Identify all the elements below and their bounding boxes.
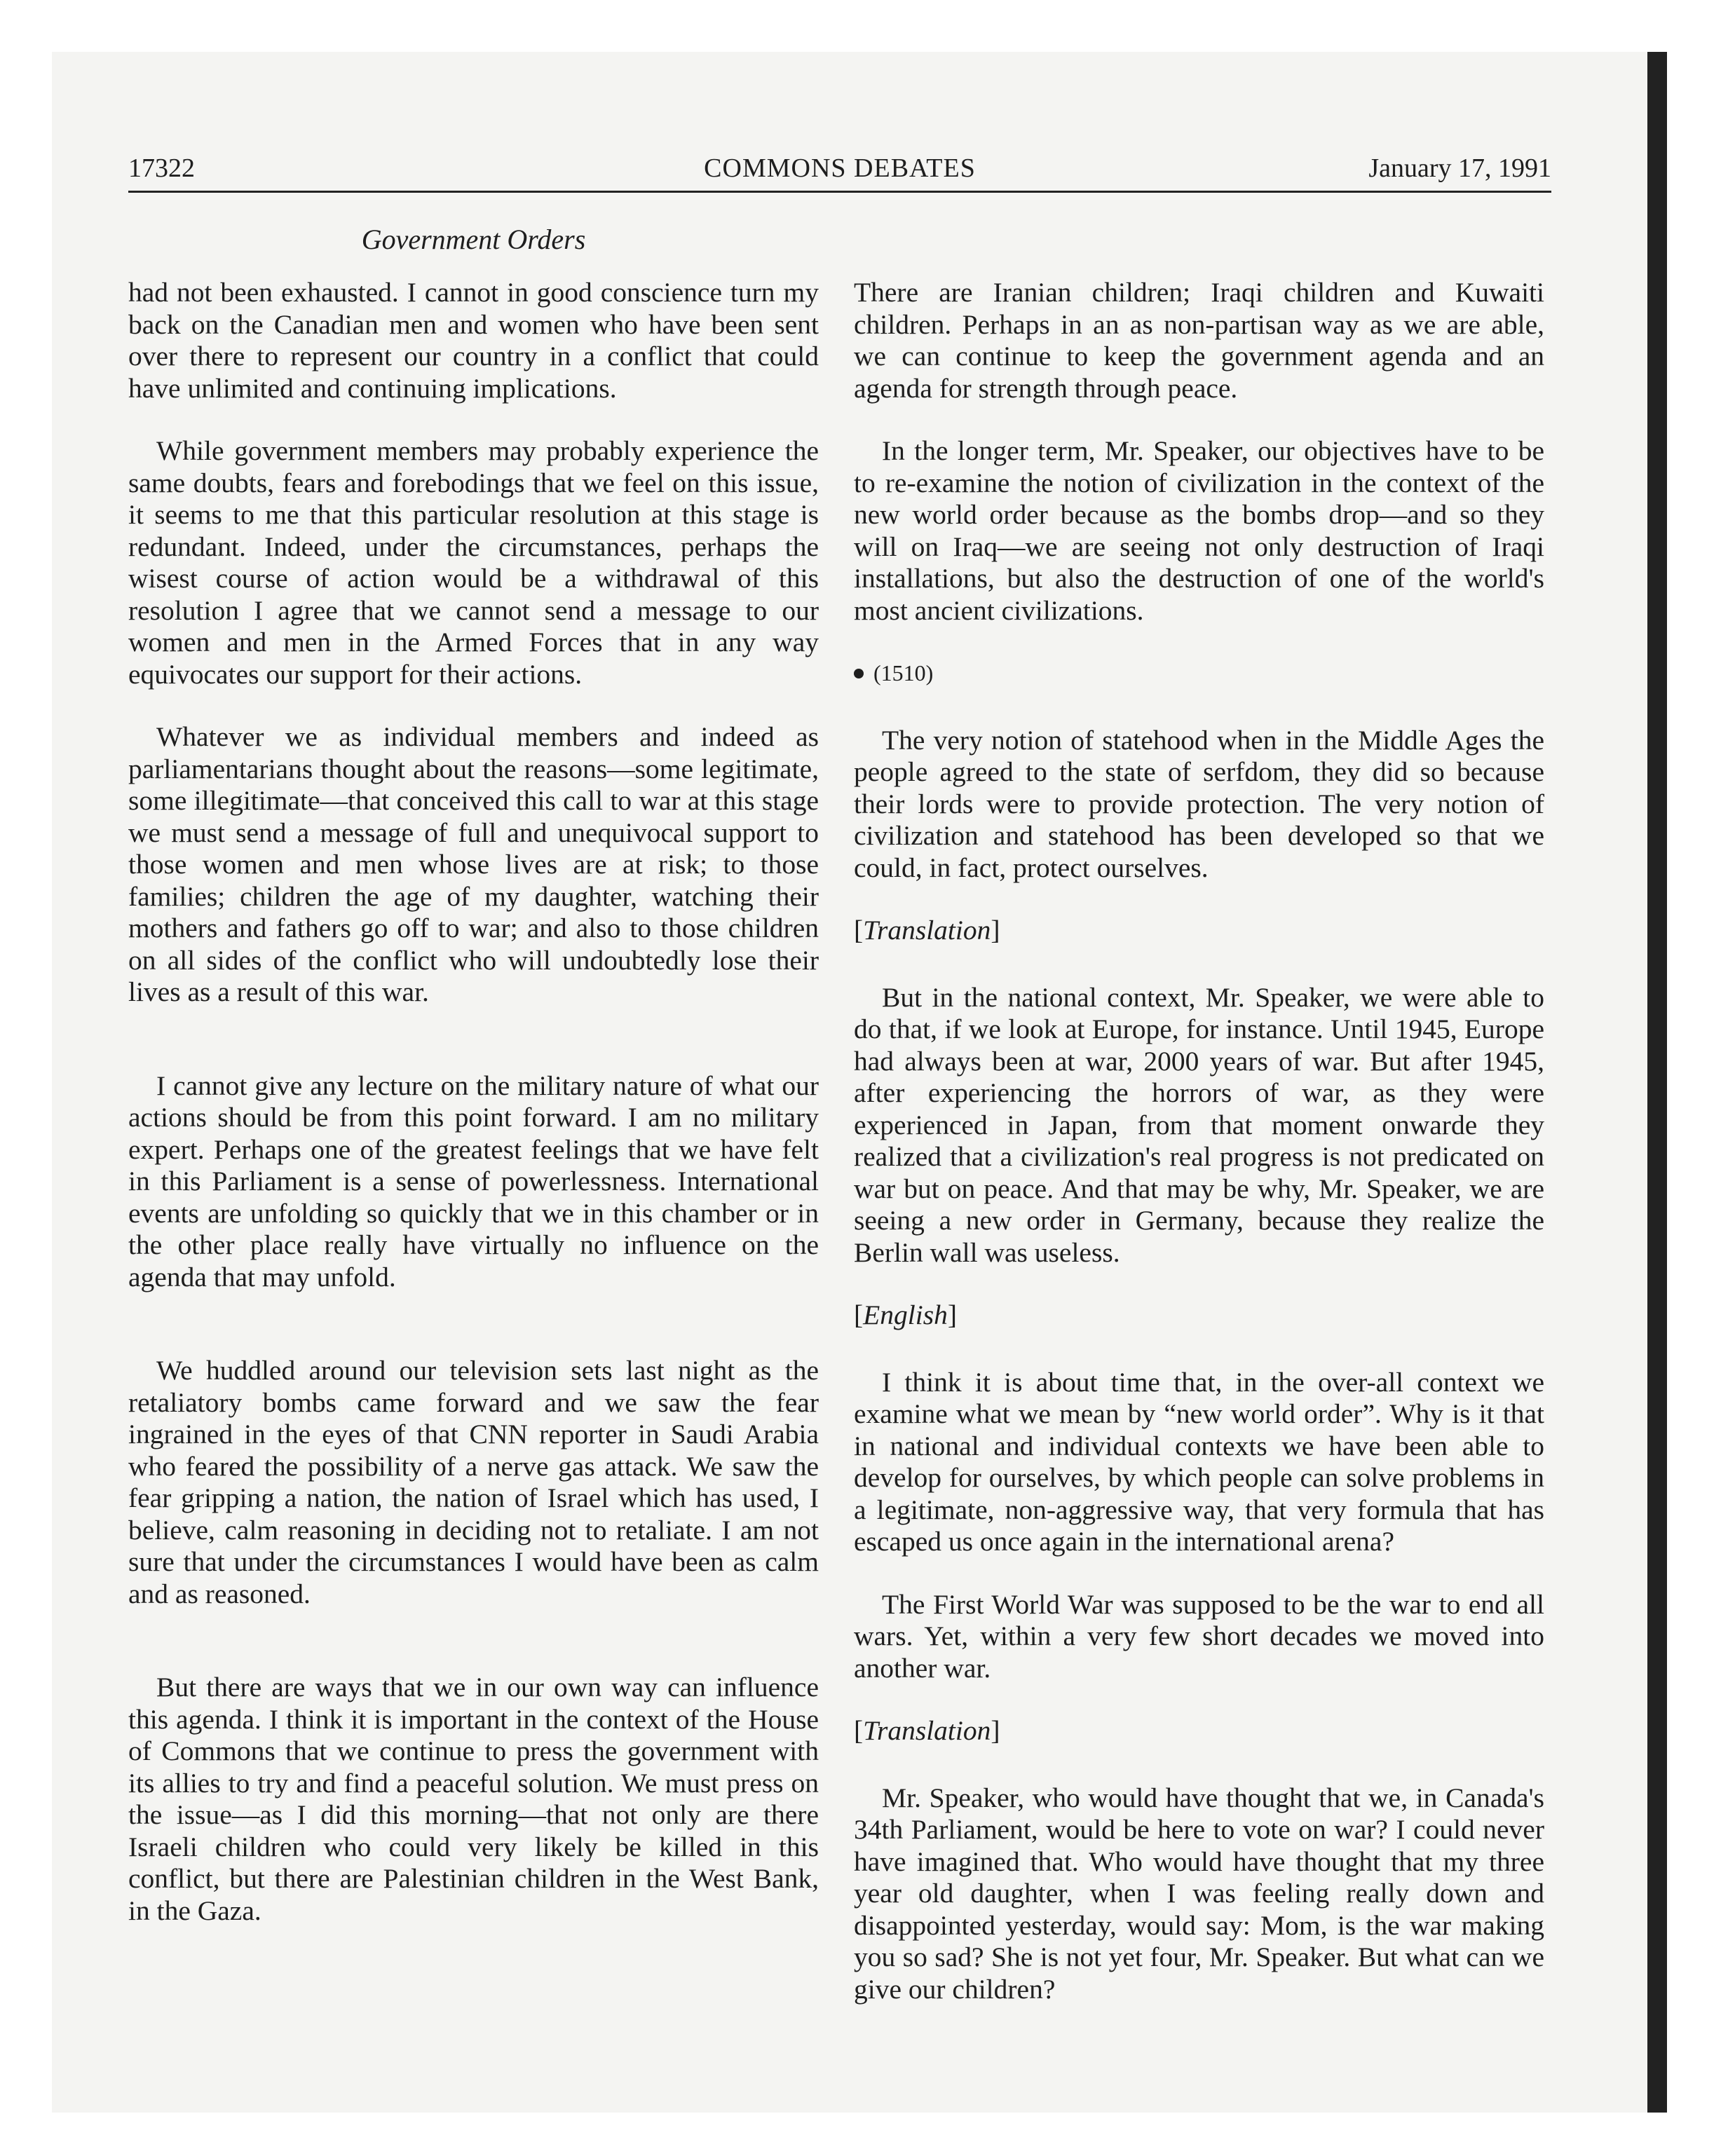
scan-edge-shadow [1647,52,1667,2113]
publication-date: January 17, 1991 [1368,153,1551,183]
paragraph: But in the national context, Mr. Speaker, we were able to do that, if we look at Europe, for instance. Until 1945, Europe had always been at war, 2000 years of war. But after 1945, after experiencing the horrors of war, as they were experienced in Japan, from that moment onwarde they realized that a civilization's real progress is not predicated on war but on peace. And that may be why, Mr. Speaker, we are seeing a new order in Germany, because they realize the Berlin wall was useless. [854,981,1544,1268]
language-tag-text: Translation [863,915,991,946]
paragraph: I cannot give any lecture on the military nature of what our actions should be from this point forward. I am no military expert. Perhaps one of the greatest feelings that we have felt in this Parliament is a sense of powerlessness. International events are unfolding so quickly that we in this chamber or in the other place really have virtually no influence on the agenda that may unfold. [128,1070,819,1292]
language-tag: [Translation] [854,915,1000,946]
paragraph: The First World War was supposed to be the war to end all wars. Yet, within a very few short decades we moved into another war. [854,1588,1544,1684]
column-gap [128,1039,819,1070]
paragraph: had not been exhausted. I cannot in good conscience turn my back on the Canadian men and women who have been sent over there to represent our country in a conflict that could have unlimited and continuing implications. [128,277,819,404]
time-marker-text: (1510) [873,660,934,685]
time-marker [854,657,1544,690]
right-column [854,277,1544,2036]
language-tag-text: English [863,1299,948,1330]
publication-title: COMMONS DEBATES [704,153,976,183]
paragraph: The very notion of statehood when in the Middle Ages the people agreed to the state of serfdom, they did so because their lords were to provide protection. The very notion of civilization and statehood has been developed so that we could, in fact, protect ourselves. [854,724,1544,883]
left-column [128,277,819,1958]
section-title: Government Orders [361,224,586,255]
paragraph: Whatever we as individual members and indeed as parliamentarians thought about the reasons—some legitimate, some illegitimate—that conceived this call to war at this stage we must send a message of full and unequivocal support to those women and men whose lives are at risk; to those families; children the age of my daughter, watching their mothers and fathers go off to war; and also to those children on all sides of the conflict who will undoubtedly lose their lives as a result of this war. [128,721,819,1007]
paragraph: Mr. Speaker, who would have thought that we, in Canada's 34th Parliament, would be here to vote on war? I could never have imagined that. Who would have thought that my three year old daughter, when I was feeling really down and disappointed yesterday, would say: Mom, is the war making you so sad? She is not yet four, Mr. Speaker. But what can we give our children? [854,1782,1544,2005]
column-gap [128,1641,819,1672]
paragraph: We huddled around our television sets last night as the retaliatory bombs came forward and we saw the fear ingrained in the eyes of that CNN reporter in Saudi Arabia who feared the possibility of a nerve gas attack. We saw the fear gripping a nation, the nation of Israel which has used, I believe, calm reasoning in deciding not to retaliate. I am not sure that under the circumstances I would have been as calm and as reasoned. [128,1355,819,1609]
language-tag-text: Translation [863,1715,991,1746]
page-number: 17322 [128,153,195,183]
bullet-icon [854,669,864,678]
paragraph: But there are ways that we in our own way can influence this agenda. I think it is important in the context of the House of Commons that we continue to press the government with its allies to try and find a peaceful solution. We must press on the issue—as I did this morning—that not only are there Israeli children who could very likely be killed in this conflict, but there are Palestinian children in the West Bank, in the Gaza. [128,1672,819,1926]
column-gap [128,1324,819,1355]
header-rule [128,191,1551,193]
paragraph: While government members may probably experience the same doubts, fears and forebodings that we feel on this issue, it seems to me that this particular resolution at this stage is redundant. Indeed, under the circumstances, perhaps the wisest course of action would be a withdrawal of this resolution I agree that we cannot send a message to our women and men in the Armed Forces that in any way equivocates our support for their actions. [128,435,819,690]
language-tag: [English] [854,1299,958,1330]
paragraph: I think it is about time that, in the over-all context we examine what we mean by “new world order”. Why is it that in national and individual contexts we have been able to develop for ourselves, by which people can solve problems in a legitimate, non-aggressive way, that very formula that has escaped us once again in the international arena? [854,1366,1544,1557]
page-header [128,153,1551,195]
paragraph: In the longer term, Mr. Speaker, our objectives have to be to re-examine the notion of civilization in the context of the new world order because as the bombs drop—and so they will on Iraq—we are seeing not only destruction of Iraqi installations, but also the destruction of one of the world's most ancient civilizations. [854,435,1544,626]
paragraph: There are Iranian children; Iraqi children and Kuwaiti children. Perhaps in an as non-partisan way as we are able, we can continue to keep the government agenda and an agenda for strength through peace. [854,277,1544,404]
language-tag: [Translation] [854,1715,1000,1746]
